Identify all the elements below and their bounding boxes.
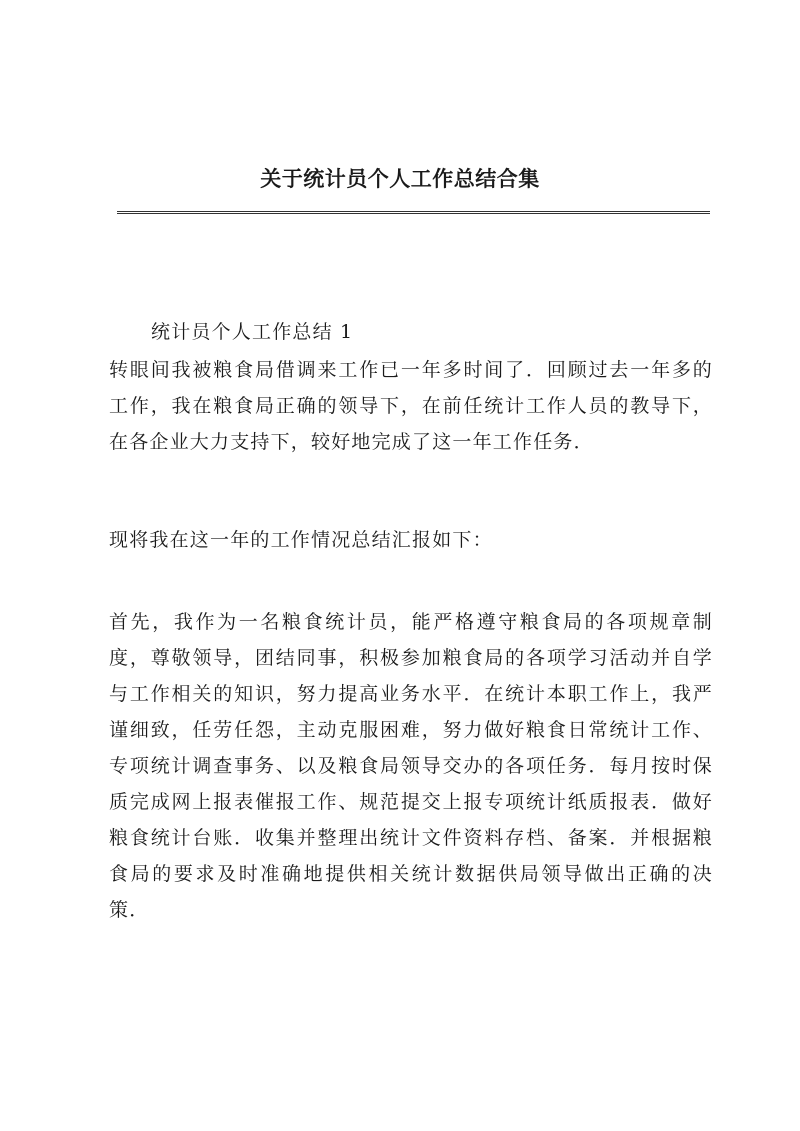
document-title: 关于统计员个人工作总结合集 bbox=[260, 167, 540, 191]
paragraph-1: 转眼间我被粮食局借调来工作已一年多时间了．回顾过去一年多的工作，我在粮食局正确的领导下，在前任统计工作人员的教导下，在各企业大力支持下，较好地完成了这一年工作任务． bbox=[109, 359, 713, 453]
section-heading: 统计员个人工作总结 1 bbox=[151, 321, 354, 343]
paragraph-3: 首先，我作为一名粮食统计员，能严格遵守粮食局的各项规章制度，尊敬领导，团结同事，积极参加粮食局的各项学习活动并自学与工作相关的知识，努力提高业务水平．在统计本职工作上，我严谨细致，任劳任怨，主动克服困难，努力做好粮食日常统计工作、专项统计调查事务、以及粮食局领导交办的各项任务．每月按时保质完成网上报表催报工作、规范提交上报专项统计纸质报表．做好粮食统计台账．收集并整理出统计文件资料存档、备案．并根据粮食局的要求及时准确地提供相关统计数据供局领导做出正确的决策． bbox=[109, 611, 713, 921]
paragraph-2: 现将我在这一年的工作情况总结汇报如下： bbox=[109, 529, 493, 551]
title-divider bbox=[117, 211, 710, 214]
